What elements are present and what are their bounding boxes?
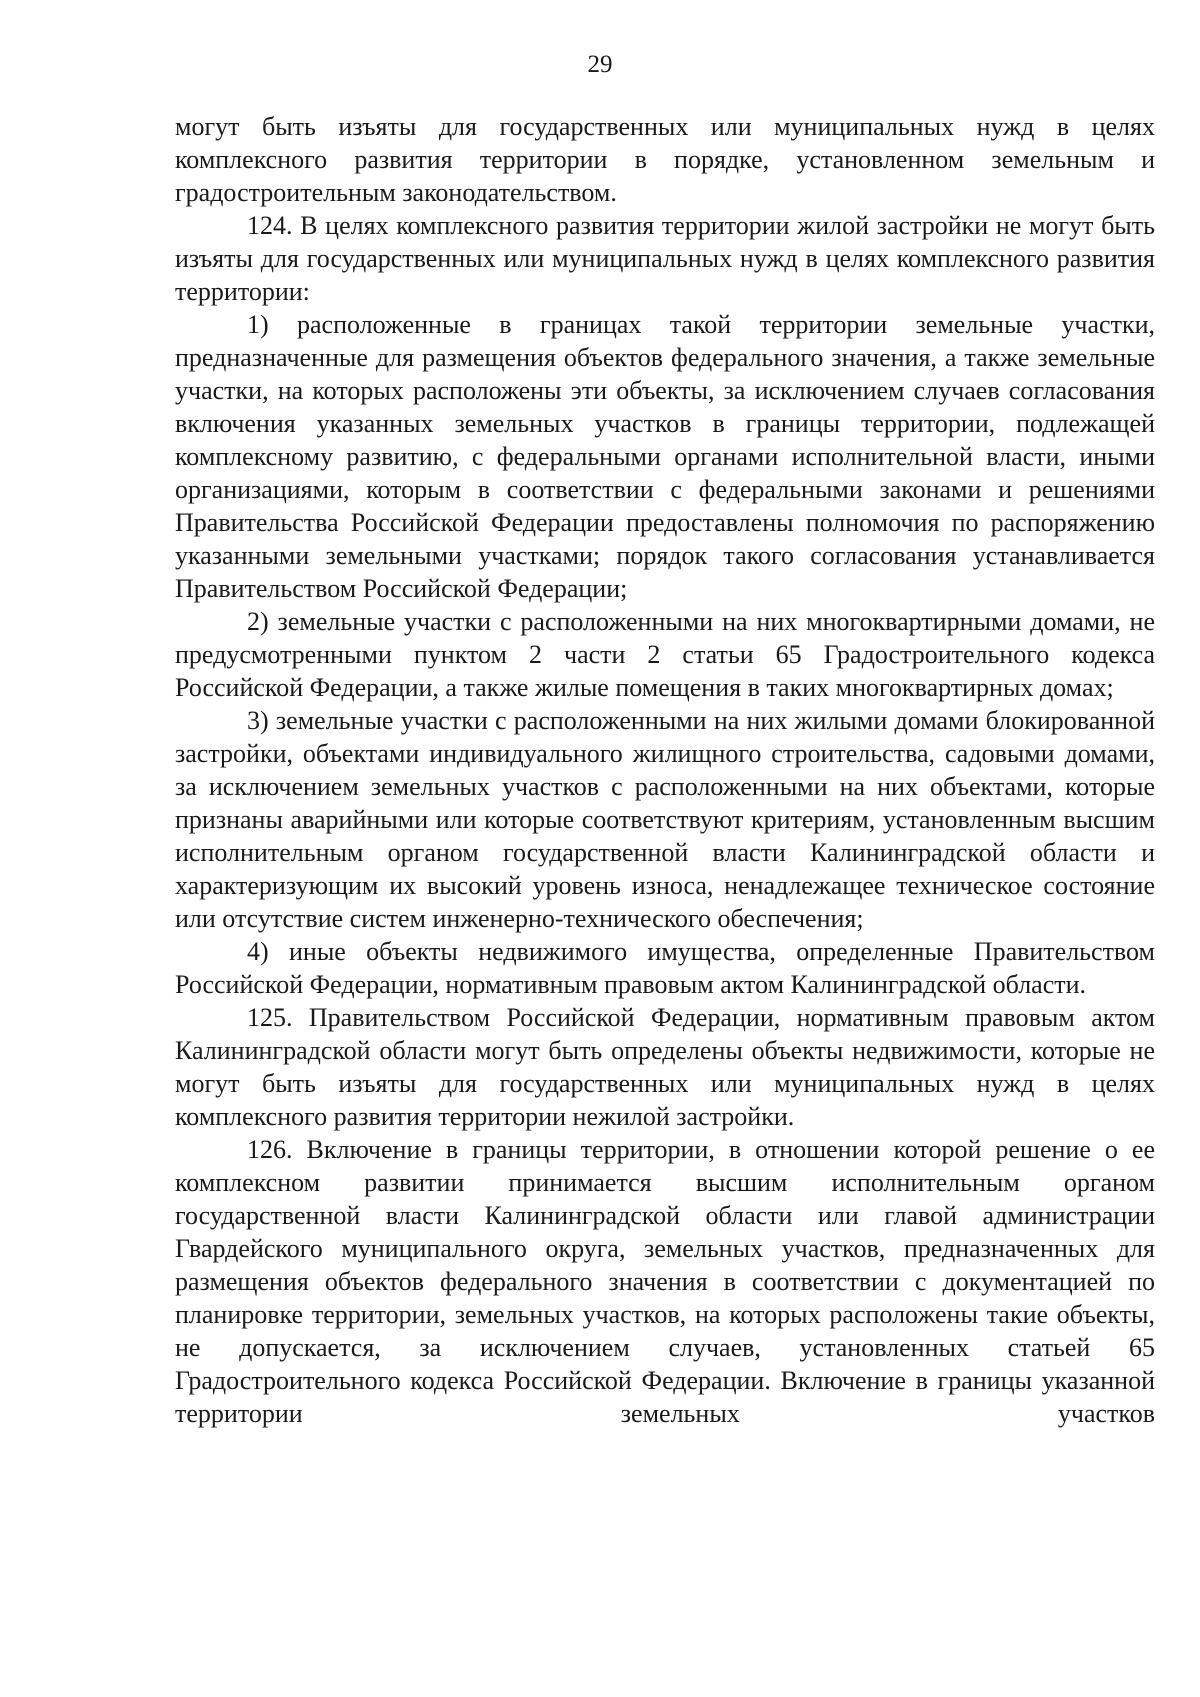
page-number: 29 — [587, 51, 613, 78]
paragraph-clause-124: 124. В целях комплексного развития территории жилой застройки не могут быть изъяты для государственных или муниципальных нужд в целях комплексного развития территории: — [175, 211, 1155, 306]
paragraph-item-4: 4) иные объекты недвижимого имущества, определенные Правительством Российской Федерации, нормативным правовым актом Калининградской области. — [175, 937, 1155, 999]
paragraph-clause-125: 125. Правительством Российской Федерации, нормативным правовым актом Калининградской области могут быть определены объекты недвижимости, которые не могут быть изъяты для государственных или муниципальных нужд в целях комплексного развития территории нежилой застройки. — [175, 1003, 1155, 1131]
paragraph-item-2: 2) земельные участки с расположенными на них многоквартирными домами, не предусмотренными пунктом 2 части 2 статьи 65 Градостроительного кодекса Российской Федерации, а также жилые помещения в таких многоквартирных домах; — [175, 607, 1155, 702]
paragraph-item-3: 3) земельные участки с расположенными на них жилыми домами блокированной застройки, объектами индивидуального жилищного строительства, садовыми домами, за исключением земельных участков с расположенными на них объектами, которые признаны аварийными или которые соответствуют критериям, установленным высшим исполнительным органом государственной власти Калининградской области и характеризующим их высокий уровень износа, ненадлежащее техническое состояние или отсутствие систем инженерно-технического обеспечения; — [175, 706, 1155, 933]
document-body — [175, 110, 1155, 1430]
paragraph-clause-126: 126. Включение в границы территории, в отношении которой решение о ее комплексном развитии принимается высшим исполнительным органом государственной власти Калининградской области или главой администрации Гвардейского муниципального округа, земельных участков, предназначенных для размещения объектов федерального значения в соответствии с документацией по планировке территории, земельных участков, на которых расположены такие объекты, не допускается, за исключением случаев, установленных статьей 65 Градостроительного кодекса Российской Федерации. Включение в границы указанной территории земельных участков — [175, 1135, 1155, 1428]
paragraph-item-1: 1) расположенные в границах такой территории земельные участки, предназначенные для размещения объектов федерального значения, а также земельные участки, на которых расположены эти объекты, за исключением случаев согласования включения указанных земельных участков в границы территории, подлежащей комплексному развитию, с федеральными органами исполнительной власти, иными организациями, которым в соответствии с федеральными законами и решениями Правительства Российской Федерации предоставлены полномочия по распоряжению указанными земельными участками; порядок такого согласования устанавливается Правительством Российской Федерации; — [175, 310, 1155, 603]
paragraph-continuation: могут быть изъяты для государственных или муниципальных нужд в целях комплексного развития территории в порядке, установленном земельным и градостроительным законодательством. — [175, 112, 1155, 207]
